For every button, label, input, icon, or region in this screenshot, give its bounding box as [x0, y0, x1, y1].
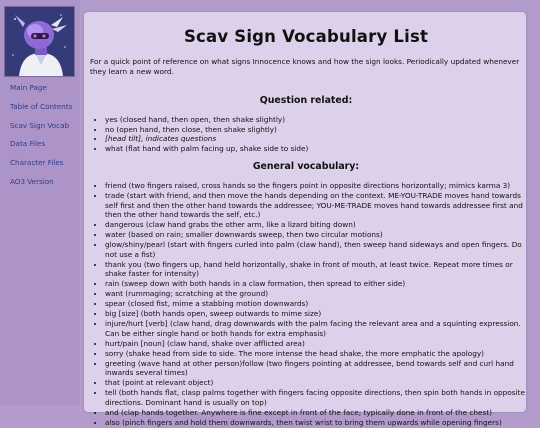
list-item: • tell (both hands flat, clasp palms together with fingers facing opposite directions, then spin both hands in opposite directions. Dominant hand is usually on top) — [105, 388, 527, 407]
nav-link-main-page[interactable]: Main Page — [10, 83, 47, 92]
list-item: • big [size] (both hands open, sweep outwards to mime size) — [105, 309, 527, 319]
question-list — [90, 115, 527, 153]
nav-link-data-files[interactable]: Data Files — [10, 139, 46, 149]
general-vocab-list — [90, 181, 527, 428]
list-item: • hurt/pain [noun] (claw hand, shake over afflicted area) — [105, 339, 527, 349]
list-item: • what (flat hand with palm facing up, shake side to side) — [105, 144, 527, 154]
list-item: • and (clap hands together. Anywhere is fine except in front of the face; typically done in front of the chest) — [105, 408, 527, 418]
avatar-illustration — [5, 7, 74, 76]
list-item: • spear (closed fist, mime a stabbing motion downwards) — [105, 299, 527, 309]
list-item: • trade (start with friend, and then move the hands depending on the context. ME-YOU-TRADE moves hand towards self first and then the other hand towards the addressee; YOU-ME-TRADE moves hand towards addressee first and then the other hand towards the self, etc.) — [105, 191, 527, 220]
nav-link-table-of-contents[interactable]: Table of Contents — [10, 101, 73, 111]
nav-link-character-files[interactable]: Character Files — [10, 158, 64, 168]
list-item: • rain (sweep down with both hands in a claw formation, then spread to either side) — [105, 279, 527, 289]
list-item: • [head tilt], indicates questions — [105, 134, 527, 144]
list-item: • dangerous (claw hand grabs the other arm, like a lizard biting down) — [105, 220, 527, 230]
list-item: • thank you (two fingers up, hand held horizontally, shake in front of mouth, at least twice. Repeat more times or shake faster for intensity) — [105, 260, 527, 279]
nav-link-ao3-version[interactable]: AO3 Version — [10, 176, 54, 186]
list-item: • yes (closed hand, then open, then shake slightly) — [105, 115, 527, 125]
sidebar-nav — [10, 83, 78, 196]
list-item: • water (based on rain; smaller downwards sweep, then two circular motions) — [105, 230, 527, 240]
list-item: • glow/shiny/pearl (start with fingers curled into palm (claw hand), then sweep hand sideways and open fingers. Do not use a fist) — [105, 240, 527, 259]
section-heading-questions: Question related: — [259, 95, 353, 106]
robot-avatar-icon — [4, 6, 75, 77]
page-intro: For a quick point of reference on what signs Innocence knows and how the sign looks. Periodically updated whenever they learn a new word. — [90, 57, 520, 76]
list-item: • friend (two fingers raised, cross hands so the fingers point in opposite directions horizontally; mimics karma 3) — [105, 181, 527, 191]
list-item: • injure/hurt [verb] (claw hand, drag downwards with the palm facing the relevant area and a squinting expression. Can be either single hand or both hands for extra emphasis) — [105, 319, 527, 338]
list-item: • greeting (wave hand at other person)follow (two fingers pointing at addressee, bend towards self and curl hand inwards several times) — [105, 359, 527, 378]
sidebar — [0, 0, 80, 405]
list-item: • sorry (shake head from side to side. The more intense the head shake, the more emphatic the apology) — [105, 349, 527, 359]
list-item: • that (point at relevant object) — [105, 378, 527, 388]
section-heading-general: General vocabulary: — [252, 161, 360, 172]
main-content — [84, 12, 526, 427]
page-title: Scav Sign Vocabulary List — [183, 27, 429, 46]
list-item: • want (rummaging; scratching at the ground) — [105, 289, 527, 299]
list-item: • no (open hand, then close, then shake slightly) — [105, 125, 527, 135]
list-item: • also (pinch fingers and hold them downwards, then twist wrist to bring them upwards while opening fingers) — [105, 418, 527, 428]
nav-link-scav-sign-vocab[interactable]: Scav Sign Vocab — [10, 120, 70, 130]
